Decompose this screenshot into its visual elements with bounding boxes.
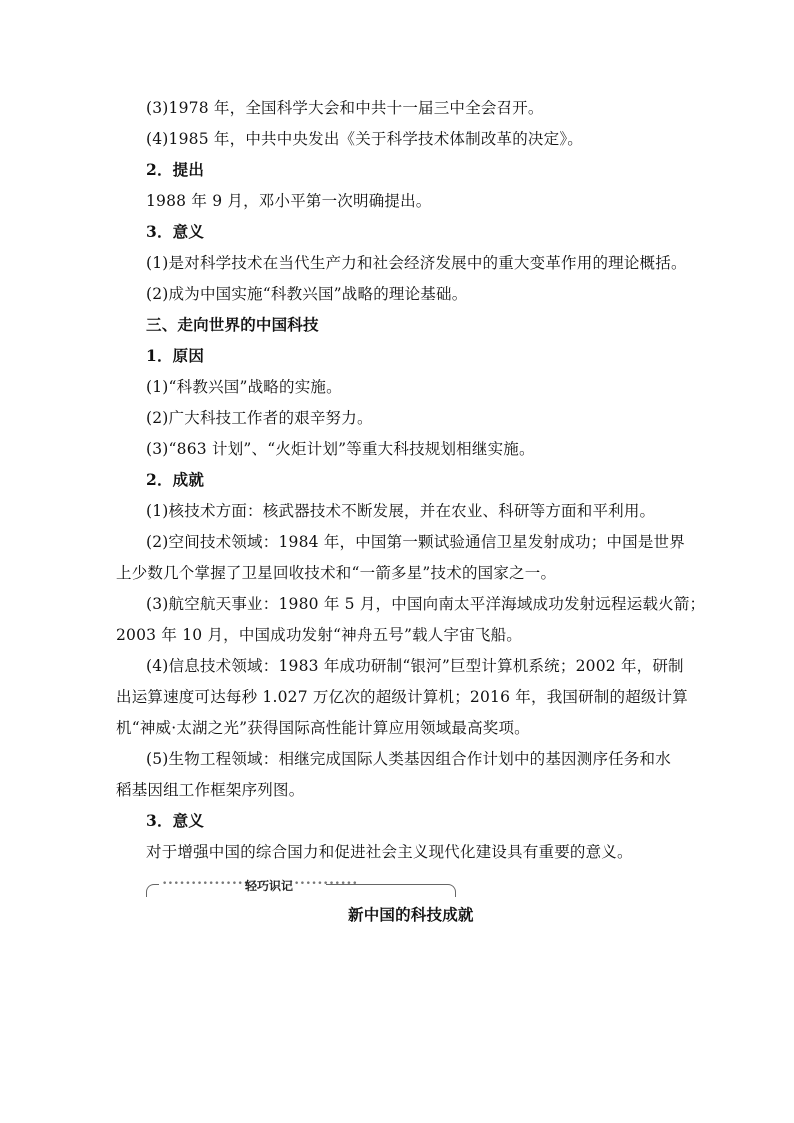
- subheading: 3．意义: [146, 811, 205, 830]
- text-line: 机“神威·太湖之光”获得国际高性能计算应用领域最高奖项。: [116, 719, 530, 737]
- subheading: 1．原因: [146, 346, 205, 365]
- section-heading: 三、走向世界的中国科技: [146, 315, 319, 334]
- text-line: (2)空间技术领域：1984 年，中国第一颗试验通信卫星发射成功；中国是世界: [146, 533, 685, 551]
- text-line: (3)“863 计划”、“火炬计划”等重大科技规划相继实施。: [146, 440, 535, 458]
- text-line: (1)是对科学技术在当代生产力和社会经济发展中的重大变革作用的理论概括。: [146, 254, 687, 272]
- banner-line: [326, 884, 444, 885]
- text-line: (1)“科教兴国”战略的实施。: [146, 378, 342, 396]
- subheading: 2．成就: [146, 470, 205, 489]
- text-line: (2)成为中国实施“科教兴国”战略的理论基础。: [146, 285, 468, 303]
- text-line: 对于增强中国的综合国力和促进社会主义现代化建设具有重要的意义。: [146, 843, 633, 861]
- banner-right-corner: [443, 884, 456, 897]
- text-line: 稻基因组工作框架序列图。: [116, 781, 305, 799]
- dot-leader-right: •••••••••••: [294, 879, 358, 889]
- tip-banner: [146, 876, 456, 898]
- text-line: (4)1985 年，中共中央发出《关于科学技术体制改革的决定》。: [146, 130, 583, 148]
- text-line: (2)广大科技工作者的艰辛努力。: [146, 409, 373, 427]
- subheading: 3．意义: [146, 222, 205, 241]
- text-line: 2003 年 10 月，中国成功发射“神舟五号”载人宇宙飞船。: [116, 626, 522, 644]
- text-line: (4)信息技术领域：1983 年成功研制“银河”巨型计算机系统；2002 年，研制: [146, 657, 684, 675]
- section-title: 新中国的科技成就: [348, 905, 474, 924]
- text-line: 1988 年 9 月，邓小平第一次明确提出。: [146, 192, 432, 210]
- text-line: 上少数几个掌握了卫星回收技术和“一箭多星”技术的国家之一。: [116, 564, 557, 582]
- dot-leader-left: •••••••••••••••: [162, 879, 250, 889]
- text-line: (5)生物工程领域：相继完成国际人类基因组合作计划中的基因测序任务和水: [146, 750, 671, 768]
- subheading: 2．提出: [146, 160, 205, 179]
- banner-left-corner: [146, 884, 159, 897]
- tip-label: 轻巧识记: [245, 879, 294, 893]
- text-line: (1)核技术方面：核武器技术不断发展，并在农业、科研等方面和平利用。: [146, 502, 656, 520]
- text-line: 出运算速度可达每秒 1.027 万亿次的超级计算机；2016 年，我国研制的超级计算: [116, 688, 689, 706]
- text-line: (3)航空航天事业：1980 年 5 月，中国向南太平洋海域成功发射远程运载火箭；: [146, 595, 706, 613]
- text-line: (3)1978 年，全国科学大会和中共十一届三中全会召开。: [146, 99, 544, 117]
